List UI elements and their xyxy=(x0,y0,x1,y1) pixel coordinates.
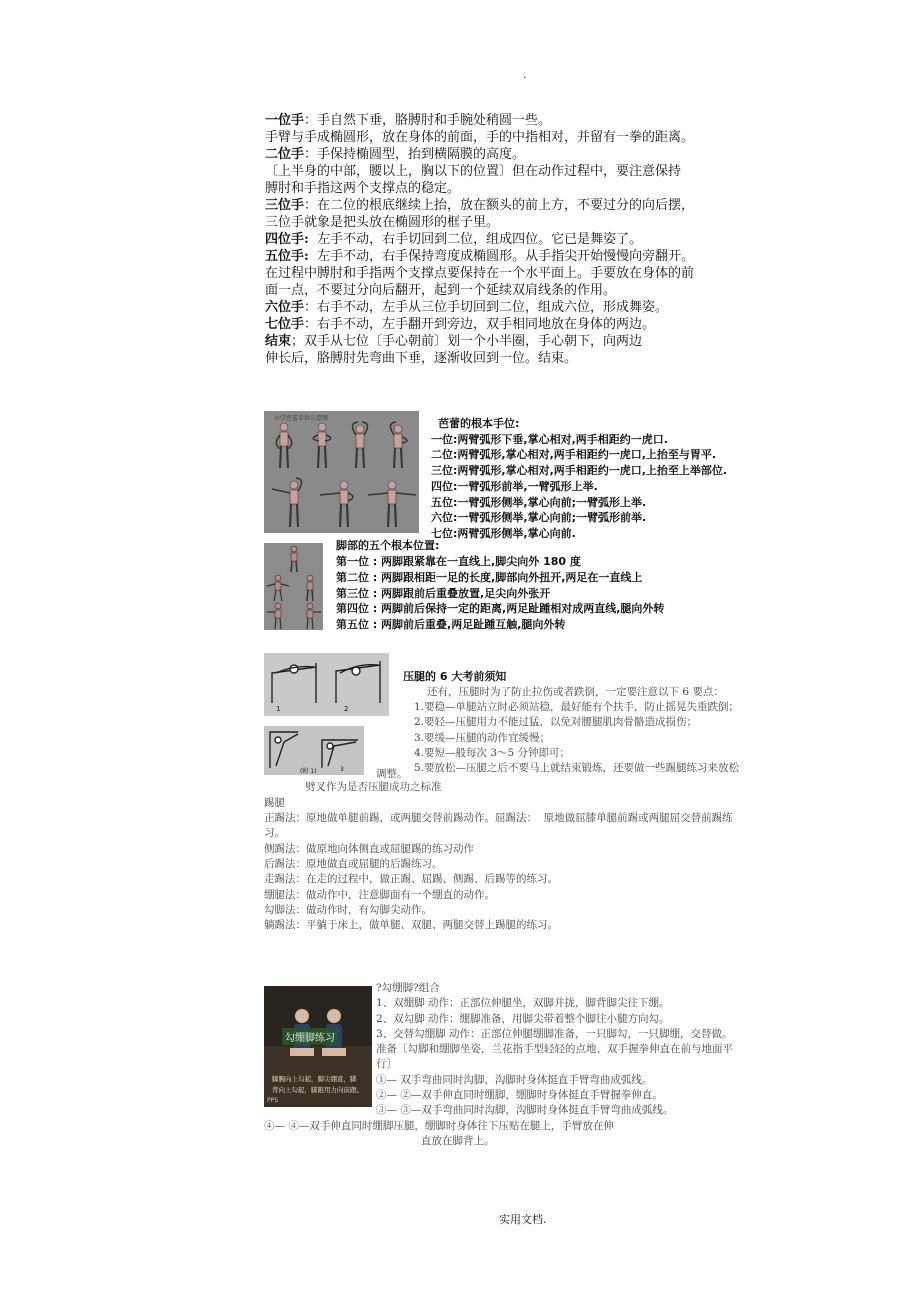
arm-line xyxy=(265,214,499,231)
kicks-line: 正踢法：原地做单腿前踢，或两腿交替前踢动作。屈踢法： 原地做屈膝单腿前踢或两腿屈交替前踢练 xyxy=(264,812,733,824)
arm-text: 面一点，不要过分向后翻开，起到一个延续双肩线条的作用。 xyxy=(265,283,617,298)
arm-text: ：右手不动，左手翻开到旁边，双手相同地放在身体的两边。 xyxy=(304,317,656,332)
feet-line: 第三位 : 两脚跟前后重叠放置,足尖向外张开 xyxy=(336,587,551,600)
ballet-arms-line: 五位:一臂弧形侧举,掌心向前;一臂弧形上举. xyxy=(431,496,647,509)
arm-text: ：手保持椭圆型，抬到横隔膜的高度。 xyxy=(304,147,526,162)
kicks-line: 后踢法：原地做直或屈腿的后踢练习。 xyxy=(264,858,443,870)
hook-line: ①— 双手弯曲同时沟脚，沟脚时身体挺直手臂弯曲成弧线。 xyxy=(376,1074,653,1086)
arm-line xyxy=(265,248,694,265)
arm-term: 七位手 xyxy=(265,317,305,332)
arm-line xyxy=(265,265,694,282)
arm-text: ：右手不动，左手从三位手切回到二位，组成六位，形成舞姿。 xyxy=(304,300,669,315)
hook-stretch-video-still xyxy=(264,986,372,1107)
arm-text: ；双手从七位〔手心朝前〕划一个小半圈，手心朝下，向两边 xyxy=(291,334,643,349)
arm-line xyxy=(265,129,694,146)
split-label: (附 1) xyxy=(300,768,317,775)
video-caption: 脚腕向上勾起，脚尖绷直，脚 xyxy=(272,1075,357,1083)
ballet-arms-line: 一位:两臂弧形下垂,掌心相对,两手相距约一虎口. xyxy=(431,433,668,446)
leg-press-point: 1.要稳—单腿站立时必须站稳，最好能有个扶手，防止摇晃失重跌倒； xyxy=(414,701,740,713)
feet-positions-image xyxy=(264,543,323,630)
arm-term: 一位手 xyxy=(265,113,305,128)
header-mark: . xyxy=(523,68,527,81)
leg-press-image-1 xyxy=(264,653,389,716)
hook-line: 准备〔勾脚和绷脚坐姿，兰花指手型轻轻的点地、双手握拳伸直在前与地面平 xyxy=(376,1043,733,1055)
video-caption: 背向上勾起，脚跟用力向前蹬。 xyxy=(272,1086,363,1094)
leg-press-point: 3.要缓—压腿的动作宜缓慢； xyxy=(414,732,551,744)
hook-line: 直放在脚背上。 xyxy=(421,1135,495,1147)
leg-press-title: 压腿的 6 大考前须知 xyxy=(403,670,507,683)
arm-text: ：手自然下垂，胳膊肘和手腕处稍圆一些。 xyxy=(304,113,552,128)
hook-line: 1、双绷脚 动作：正部位伸腿坐，双脚并拢，脚背脚尖往下绷。 xyxy=(376,997,670,1009)
kicks-line: 绷腿法：做动作中，注意脚面有一个绷直的动作。 xyxy=(264,889,495,901)
hook-title: ?勾绷脚?组合 xyxy=(376,982,440,994)
split-label: 3 xyxy=(340,766,344,773)
leg-press-point: 5.要放松—压腿之后不要马上就结束锻炼，还要做一些踢腿练习来放松 xyxy=(414,762,740,774)
arm-line xyxy=(265,231,642,248)
split-note: 劈叉作为是否压腿成功之标准 xyxy=(305,781,442,793)
arm-text: 左手不动，右手切回到二位，组成四位。它已是舞姿了。 xyxy=(308,232,643,247)
hook-line: 2、双勾脚 动作：绷脚准备，用脚尖带着整个脚往小腿方向勾。 xyxy=(376,1013,670,1025)
kicks-line: 侧踢法：做原地向体侧直或屈腿踢的练习动作 xyxy=(264,843,474,855)
ballet-arms-title: 芭蕾的根本手位: xyxy=(438,417,520,430)
feet-figures-icon xyxy=(264,543,323,630)
arm-text: 左手不动，右手保持弯度成椭圆形。从手指尖开始慢慢向旁翻开。 xyxy=(308,249,695,264)
ballet-arms-line: 二位:两臂弧形,掌心相对,两手相距约一虎口,上抬至与胃平. xyxy=(431,448,717,461)
kicks-line: 勾脚法：做动作时，有勾脚尖动作。 xyxy=(264,904,432,916)
leg-press-figures-icon xyxy=(264,653,389,716)
ballet-arms-line: 七位:两臂弧形侧举,掌心向前. xyxy=(431,527,576,540)
leg-press-intro: 还有，压腿时为了防止拉伤或者跌倒，一定要注意以下 6 要点： xyxy=(427,686,724,698)
arm-line xyxy=(265,180,460,197)
arm-text: ：在二位的根底继续上抬，放在额头的前上方，不要过分的向后摆， xyxy=(304,198,695,213)
ballet-arms-image xyxy=(264,411,419,533)
ballet-figures-icon xyxy=(264,411,419,533)
arm-line xyxy=(265,197,694,214)
kicks-title: 踢腿 xyxy=(264,797,285,809)
leg-press-point: 4.要短—般每次 3～5 分钟即可； xyxy=(414,747,571,759)
arm-line xyxy=(265,316,655,333)
ballet-arms-line: 三位:两臂弧形,掌心相对,两手相距约一虎口,上抬至上举部位. xyxy=(431,464,728,477)
leg-press-image-2 xyxy=(264,726,364,775)
page-footer: 实用文档. xyxy=(499,1213,547,1226)
ballet-image-caption: 小学芭蕾手位示意图 xyxy=(274,415,329,422)
feet-line: 第一位 : 两脚跟紧靠在一直线上,脚尖向外 180 度 xyxy=(336,555,581,568)
leg-press-label: 1 xyxy=(276,705,281,713)
hook-line: ④— ④—双手伸直同时绷脚压腿，绷脚时身体往下压贴在腿上，手臂放在伸 xyxy=(264,1120,614,1132)
ballet-arms-line: 六位:一臂弧形侧举,掌心向前;一臂弧形前举. xyxy=(431,511,647,524)
arm-text: 伸长后，胳膊肘先弯曲下垂，逐渐收回到一位。结束。 xyxy=(265,351,578,366)
feet-title: 脚部的五个根本位置: xyxy=(336,539,440,552)
feet-line: 第五位 : 两脚前后重叠,两足趾踵互触,腿向外转 xyxy=(336,618,566,631)
arm-line xyxy=(265,282,616,299)
feet-line: 第二位 : 两脚跟相距一足的长度,脚部向外扭开,两足在一直线上 xyxy=(336,571,643,584)
arm-text: 〔上半身的中部，腰以上，胸以下的位置〕但在动作过程中，要注意保持 xyxy=(265,164,682,179)
video-title: 勾绷脚练习 xyxy=(282,1028,338,1045)
leg-press-point: 2.要轻—压腿用力不能过猛，以免对腰腿肌肉骨骼造成损伤； xyxy=(414,716,698,728)
hook-line: ③— ③—双手弯曲同时沟脚，沟脚时身体挺直手臂弯曲成弧线。 xyxy=(376,1104,674,1116)
arm-term: 结束 xyxy=(265,334,292,349)
feet-line: 第四位 : 两脚前后保持一定的距离,两足趾踵相对成两直线,腿向外转 xyxy=(336,602,665,615)
arm-term: 六位手 xyxy=(265,300,305,315)
arm-line xyxy=(265,163,681,180)
leg-press-label: 2 xyxy=(344,705,349,713)
arm-line xyxy=(265,146,525,163)
video-corner: PPS xyxy=(267,1097,279,1104)
arm-term: 三位手 xyxy=(265,198,305,213)
ballet-arms-line: 四位:一臂弧形前举,一臂弧形上举. xyxy=(431,480,598,493)
arm-term: 二位手 xyxy=(265,147,305,162)
hook-line: 3、交替勾绷脚 动作：正部位伸腿绷脚准备，一只脚勾，一只脚绷，交替做。 xyxy=(376,1028,733,1040)
arm-line xyxy=(265,350,577,367)
arm-text: 在过程中膊肘和手指两个支撑点要保持在一个水平面上。手要放在身体的前 xyxy=(265,266,695,281)
arm-text: 膊肘和手指这两个支撑点的稳定。 xyxy=(265,181,461,196)
arm-text: 三位手就象是把头放在椭圆形的框子里。 xyxy=(265,215,500,230)
arm-term: 四位手: xyxy=(265,232,309,247)
leg-press-tail: 调整。 xyxy=(376,768,408,780)
kicks-line: 习。 xyxy=(264,827,285,839)
arm-text: 手臂与手成椭圆形，放在身体的前面，手的中指相对，并留有一拳的距离。 xyxy=(265,130,695,145)
arm-line xyxy=(265,299,668,316)
kicks-line: 走踢法：在走的过程中，做正踢、屈踢、侧踢、后踢等的练习。 xyxy=(264,873,558,885)
arm-line xyxy=(265,112,551,129)
arm-term: 五位手: xyxy=(265,249,309,264)
arm-line xyxy=(265,333,642,350)
hook-line: 行〕 xyxy=(376,1058,397,1070)
hook-line: ②— ②—双手伸直同时绷脚，绷脚时身体挺直手臂握拳伸直。 xyxy=(376,1089,663,1101)
kicks-line: 躺踢法：平躺于床上，做单腿、双腿、两腿交替上踢腿的练习。 xyxy=(264,919,558,931)
